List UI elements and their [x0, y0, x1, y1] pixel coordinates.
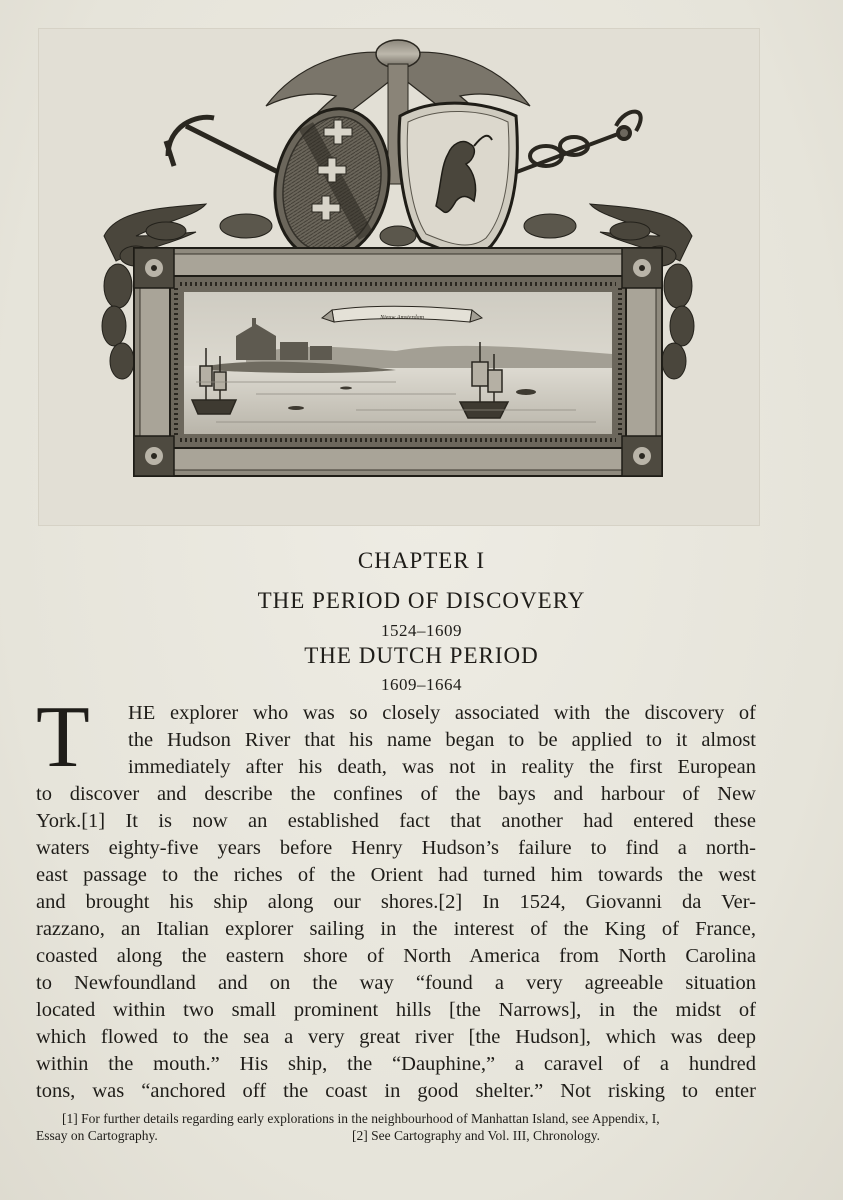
body-text-line: located within two small prominent hills [the Narrows], in the midst of	[36, 999, 756, 1021]
chapter-label: CHAPTER I	[357, 548, 486, 573]
lion-arms-shield	[399, 103, 517, 255]
body-text-line: immediately after his death, was not in reality the first European	[128, 756, 756, 778]
section-title-dutch: THE DUTCH PERIOD	[304, 643, 539, 668]
body-text-line: to discover and describe the confines of the bays and harbour of New	[36, 783, 756, 805]
footnote-2: [2] See Cartography and Vol. III, Chronology.	[352, 1128, 600, 1143]
body-text-line: and brought his ship along our shores.[2] In 1524, Giovanni da Ver-	[36, 891, 756, 913]
body-text-line: coasted along the eastern shore of North America from North Carolina	[36, 945, 756, 967]
leaf-bosses	[220, 214, 576, 246]
amsterdam-arms-shield	[261, 98, 402, 270]
body-text-line: within the mouth.” His ship, the “Dauphine,” a caravel of a hundred	[36, 1053, 756, 1075]
title-banner-text: Nieuw Amsterdam	[380, 315, 424, 321]
section-title-discovery: THE PERIOD OF DISCOVERY	[257, 588, 586, 613]
title-banner-scroll	[322, 306, 482, 322]
drop-cap-initial: T	[36, 689, 90, 786]
section-dates-discovery: 1524–1609	[381, 621, 462, 640]
footnote-1-continuation: Essay on Cartography.	[36, 1128, 158, 1143]
harbor-scene	[184, 292, 612, 434]
body-text-line: which flowed to the sea a very great river [the Hudson], which was deep	[36, 1026, 756, 1048]
caduceus-emblem	[506, 112, 641, 176]
body-text-line: waters eighty-five years before Henry Hudson’s failure to find a north-	[36, 837, 756, 859]
body-text-line: York.[1] It is now an established fact that another had entered these	[36, 810, 756, 832]
body-text-line: east passage to the riches of the Orient had turned him towards the west	[36, 864, 756, 886]
footnote-1: [1] For further details regarding early explorations in the neighbourhood of Manhattan Island, see Appendix, I,	[62, 1111, 660, 1126]
engraved-headpiece-illustration	[96, 36, 700, 482]
body-text-line: the Hudson River that his name began to be applied to it almost	[128, 729, 756, 751]
anchor-emblem	[166, 117, 293, 183]
section-dates-dutch: 1609–1664	[381, 675, 462, 694]
body-text-line: tons, was “anchored off the coast in good shelter.” Not risking to enter	[36, 1080, 756, 1102]
body-text-line: to Newfoundland and on the way “found a very agreeable situation	[36, 972, 756, 994]
body-text-line: HE explorer who was so closely associated with the discovery of	[128, 702, 756, 724]
body-text-line: razzano, an Italian explorer sailing in the interest of the King of France,	[36, 918, 756, 940]
